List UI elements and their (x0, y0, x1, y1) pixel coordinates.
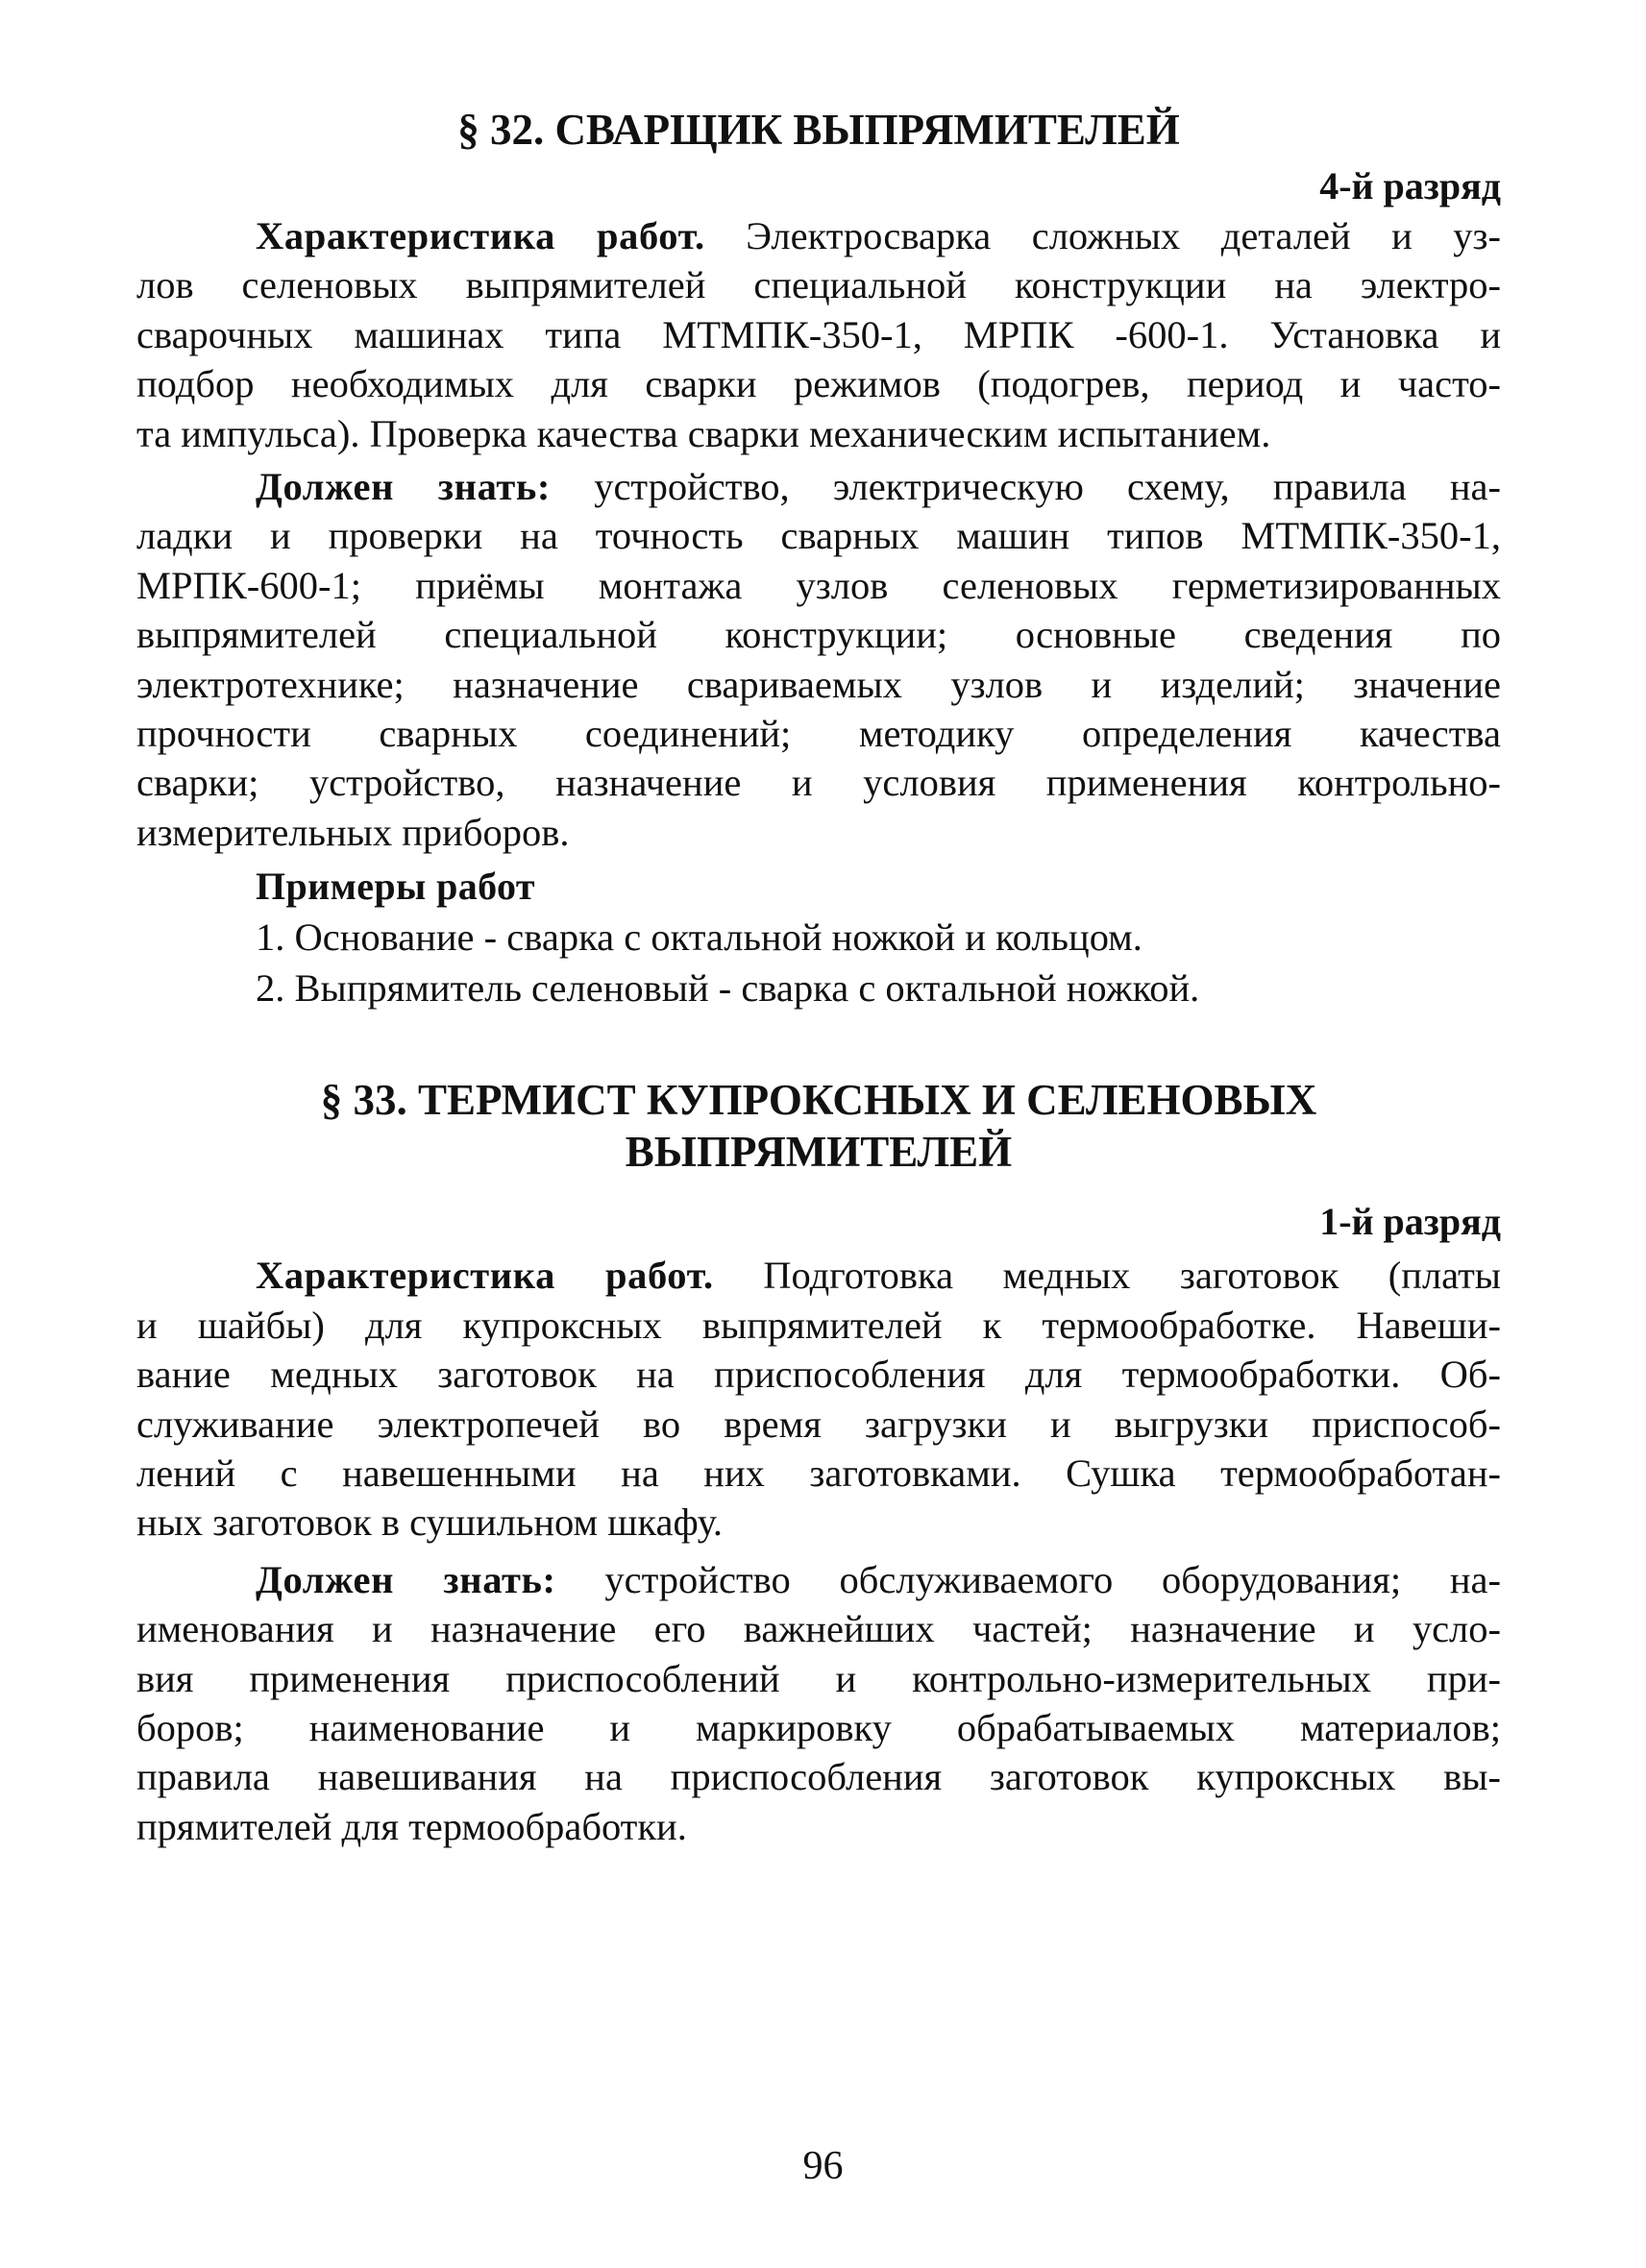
text-line: и шайбы) для купроксных выпрямителей к термообработке. Навеши- (136, 1303, 1501, 1347)
text-line: электротехнике; назначение свариваемых узлов и изделий; значение (136, 662, 1501, 706)
section-32-title: § 32. СВАРЩИК ВЫПРЯМИТЕЛЕЙ (457, 106, 1180, 154)
text-fragment: устройство обслуживаемого оборудования; на- (555, 1557, 1502, 1601)
section-33-title (136, 1074, 1501, 1178)
text-fragment: Электросварка сложных деталей и уз- (704, 214, 1501, 257)
characteristic-lead: Характеристика работ. (256, 1254, 714, 1298)
section-33-grade: 1-й разряд (1319, 1200, 1501, 1244)
examples-heading: Примеры работ (256, 865, 535, 909)
section-32-grade: 4-й разряд (1319, 164, 1501, 207)
text-fragment: Подготовка медных заготовок (платы (713, 1254, 1501, 1298)
text-line (136, 211, 1501, 260)
text-line: служивание электропечей во время загрузки и выгрузки приспособ- (136, 1402, 1501, 1446)
text-line: боров; наименование и маркировку обрабатываемых материалов; (136, 1705, 1501, 1749)
text-line: лов селеновых выпрямителей специальной конструкции на электро- (136, 263, 1501, 307)
text-line: лений с навешенными на них заготовками. Сушка термообработан- (136, 1451, 1501, 1495)
example-item: 2. Выпрямитель селеновый - сварка с октальной ножкой. (256, 966, 1200, 1011)
text-line: ных заготовок в сушильном шкафу. (136, 1500, 724, 1545)
must-know-lead: Должен знать: (256, 1557, 556, 1601)
text-line: подбор необходимых для сварки режимов (подогрев, период и часто- (136, 362, 1501, 406)
section-33-must-know (136, 1555, 1501, 1851)
title-line: § 33. ТЕРМИСТ КУПРОКСНЫХ И СЕЛЕНОВЫХ (320, 1076, 1317, 1125)
characteristic-lead: Характеристика работ. (256, 214, 705, 257)
text-line: сварки; устройство, назначение и условия применения контрольно- (136, 761, 1501, 805)
text-line: сварочных машинах типа МТМПК-350-1, МРПК -600-1. Установка и (136, 312, 1501, 356)
page-number: 96 (802, 2144, 844, 2188)
text-line: правила навешивания на приспособления заготовок купроксных вы- (136, 1755, 1501, 1799)
text-fragment: устройство, электрическую схему, правила на- (551, 465, 1502, 509)
text-line: прямителей для термообработки. (136, 1804, 687, 1848)
section-32-characteristic (136, 211, 1501, 458)
must-know-lead: Должен знать: (256, 465, 552, 509)
document-page (136, 96, 1501, 1851)
example-item: 1. Основание - сварка с октальной ножкой и кольцом. (256, 915, 1142, 960)
text-line (136, 462, 1501, 511)
text-line: прочности сварных соединений; методику определения качества (136, 712, 1501, 756)
title-line: ВЫПРЯМИТЕЛЕЙ (625, 1128, 1013, 1177)
text-line: измерительных приборов. (136, 810, 570, 854)
section-32-must-know (136, 462, 1501, 857)
text-line: МРПК-600-1; приёмы монтажа узлов селеновых герметизированных (136, 563, 1501, 607)
text-line (136, 1555, 1501, 1604)
text-line: ладки и проверки на точность сварных машин типов МТМПК-350-1, (136, 514, 1501, 558)
text-line: вание медных заготовок на приспособления для термообработки. Об- (136, 1353, 1501, 1397)
section-33-characteristic (136, 1251, 1501, 1547)
text-line: выпрямителей специальной конструкции; основные сведения по (136, 613, 1501, 657)
text-line (136, 1251, 1501, 1300)
text-line: именования и назначение его важнейших частей; назначение и усло- (136, 1607, 1501, 1651)
text-line: та импульса). Проверка качества сварки механическим испытанием. (136, 411, 1271, 455)
text-line: вия применения приспособлений и контрольно-измерительных при- (136, 1656, 1501, 1700)
